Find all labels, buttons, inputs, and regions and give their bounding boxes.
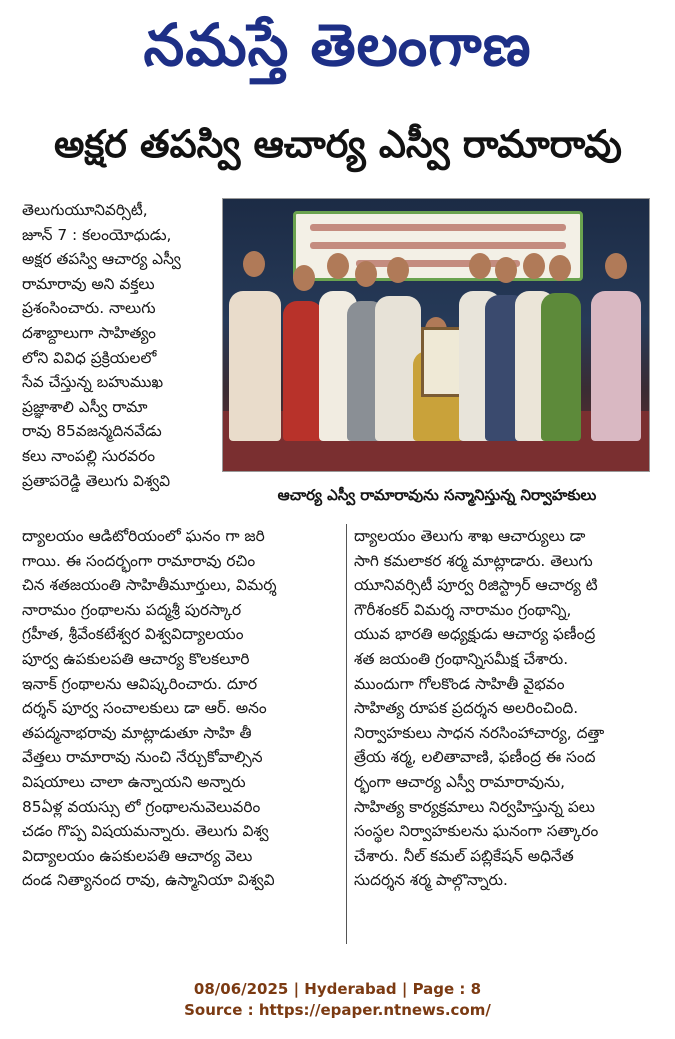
footer-source: Source : https://epaper.ntnews.com/ (184, 1001, 491, 1019)
article-text-line: పూర్వ ఉపకులపతి ఆచార్య కొలకలూరి (22, 649, 250, 668)
article-text-line: ప్రజ్ఞాశాలి ఎస్వీ రామా (22, 397, 148, 416)
article-text-line: శత జయంతి గ్రంథాన్నిసమీక్ష చేశారు. (354, 649, 569, 668)
article-text-line: దర్శన్ పూర్వ సంచాలకులు డా ఆర్. అనం (22, 699, 267, 718)
person-figure (229, 291, 281, 441)
article-text-line: దశాబ్దాలుగా సాహిత్యం (22, 323, 156, 342)
article-text-line: ప్రతాపరెడ్డి తెలుగు విశ్వవి (22, 471, 171, 490)
article-text-line: యూనివర్సిటీ పూర్వ రిజిస్ట్రార్ ఆచార్య టి (354, 576, 598, 595)
article-text-line: ద్యాలయం ఆడిటోరియంలో ఘనం గా జరి (22, 527, 265, 545)
article-text-line: అక్షర తపస్వి ఆచార్య ఎస్వీ (22, 250, 181, 269)
newspaper-masthead: నమస్తే తెలంగాణ (143, 11, 532, 79)
article-text-line: కలు నాంపల్లి సురవరం (22, 446, 156, 465)
article-text-line: సాగి కమలాకర శర్మ మాట్లాడారు. తెలుగు (354, 551, 593, 570)
article-text-line: చేశారు. నీల్ కమల్ పబ్లికేషన్ అధినేత (354, 846, 574, 865)
article-text-line: గాయి. ఈ సందర్భంగా రామారావు రచిం (22, 551, 256, 570)
article-text-line: సాహిత్య రూపక ప్రదర్శన అలరించింది. (354, 699, 579, 718)
article-text-line: చిన శతజయంతి సాహితీమూర్తులు, విమర్శ (22, 576, 277, 595)
article-text-line: ప్రశంసించారు. నాలుగు (22, 299, 156, 318)
person-figure (591, 291, 641, 441)
article-text-line: గ్రహీత, శ్రీవేంకటేశ్వర విశ్వవిద్యాలయం (22, 625, 244, 644)
photo-caption: ఆచార్య ఎస్వీ రామారావును సన్మానిస్తున్న నిర్వాహకులు (277, 486, 597, 504)
article-text-line: తపద్మనాభరావు మాట్లాడుతూ సాహి తీ (22, 723, 252, 742)
article-text-line: దండ నిత్యానంద రావు, ఉస్మానియా విశ్వవి (22, 871, 275, 890)
article-text-line: సుదర్శన శర్మ పాల్గొన్నారు. (354, 871, 508, 890)
article-text-line: సాహిత్య కార్యక్రమాలు నిర్వహిస్తున్న పలు (354, 797, 596, 816)
article-text-line: చడం గొప్ప విషయమన్నారు. తెలుగు విశ్వ (22, 822, 269, 841)
footer-date-page: 08/06/2025 | Hyderabad | Page : 8 (193, 980, 482, 998)
article-text-line: 85ఏళ్ల వయస్సు లో గ్రంథాలనువెలువరిం (22, 797, 261, 816)
event-photo (222, 198, 650, 472)
article-text-line: సేవ చేస్తున్న బహుముఖ (22, 373, 164, 392)
article-text-line: లోని వివిధ ప్రక్రియలలో (22, 348, 157, 367)
article-text-line: యువ భారతి అధ్యక్షుడు ఆచార్య ఫణీంద్ర (354, 625, 596, 644)
article-text-line: సంస్థల నిర్వాహకులను ఘనంగా సత్కారం (354, 822, 599, 841)
article-text-line: ఇనాక్ గ్రంథాలను ఆవిష్కరించారు. దూర (22, 674, 258, 693)
article-left-column (22, 524, 340, 893)
article-text-line: జూన్ 7 : కలంయోధుడు, (22, 225, 172, 244)
article-text-line: గౌరీశంకర్ విమర్శ నారామం గ్రంథాన్ని, (354, 600, 572, 619)
article-text-line: నిర్వాహకులు సాధన నరసింహాచార్య, దత్తా (354, 723, 605, 742)
article-text-line: తెలుగుయూనివర్సిటీ, (22, 201, 148, 219)
article-text-line: రామారావు అని వక్తలు (22, 274, 155, 293)
article-text-line: రావు 85వజన్మదినవేడు (22, 422, 162, 441)
person-figure (283, 301, 323, 441)
article-text-line: విద్యాలయం ఉపకులపతి ఆచార్య వెలు (22, 846, 253, 865)
article-right-column (354, 524, 654, 893)
person-figure (541, 293, 581, 441)
article-text-line: వేత్తలు రామారావు నుంచి నేర్చుకోవాల్సిన (22, 748, 263, 767)
article-text-line: ద్యాలయం తెలుగు శాఖ ఆచార్యులు డా (354, 527, 586, 545)
article-text-line: విషయాలు చాలా ఉన్నాయని అన్నారు (22, 772, 246, 791)
article-text-line: నారామం గ్రంథాలను పద్మశ్రీ పురస్కార (22, 600, 242, 619)
article-headline: అక్షర తపస్వి ఆచార్య ఎస్వీ రామారావు (54, 122, 622, 166)
column-divider (346, 524, 347, 944)
article-text-line: ర్భంగా ఆచార్య ఎస్వీ రామారావును, (354, 772, 565, 791)
article-text-line: త్రేయ శర్మ, లలితావాణి, ఫణీంద్ర ఈ సంద (354, 748, 596, 767)
article-text-line: ముందుగా గోలకొండ సాహితీ వైభవం (354, 674, 565, 693)
article-intro-column (22, 198, 218, 493)
